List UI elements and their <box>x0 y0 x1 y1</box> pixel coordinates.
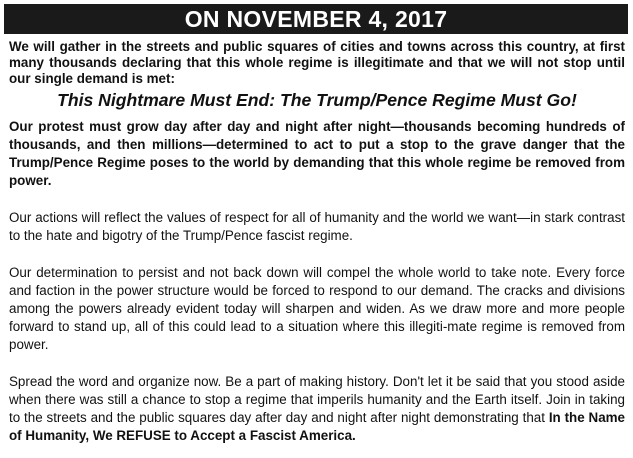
date-banner <box>4 4 628 34</box>
closing-emphasis: In the Name of Humanity, We REFUSE to Accept a Fascist America. <box>9 410 626 443</box>
lead-paragraph: Our protest must grow day after day and night after night—thousands becoming hundreds of thousands, and then millions—determined to act to put a stop to the grave danger that the Trump/Pence Regime poses to the world by demanding that this whole regime be removed from power. <box>9 119 625 188</box>
values-paragraph: Our actions will reflect the values of respect for all of humanity and the world we want—in stark contrast to the hate and bigotry of the Trump/Pence fascist regime. <box>9 210 625 243</box>
closing-paragraph <box>9 373 625 445</box>
determination-paragraph: Our determination to persist and not back down will compel the whole world to take note. Every force and faction in the power structure would be forced to respond to our demand. The cracks and divisions among the powers already evident today will sharpen and widen. As we draw more and more people forward to stand up, all of this could lead to a situation where this illegiti-mate regime is removed from power. <box>9 265 625 352</box>
closing-text: Spread the word and organize now. Be a part of making history. Don't let it be said that you stood aside when there was still a chance to stop a regime that imperils humanity and the Earth itself. Join in taking to the streets and the public squares day after day and night after night demonstrating that <box>9 374 625 425</box>
intro-paragraph: We will gather in the streets and public squares of cities and towns across this country, at first many thousands declaring that this whole regime is illegitimate and that we will not stop until our single demand is met: <box>9 39 625 86</box>
banner-title: ON NOVEMBER 4, 2017 <box>184 5 448 32</box>
slogan-heading: This Nightmare Must End: The Trump/Pence Regime Must Go! <box>57 90 577 110</box>
flyer-content <box>9 39 625 445</box>
